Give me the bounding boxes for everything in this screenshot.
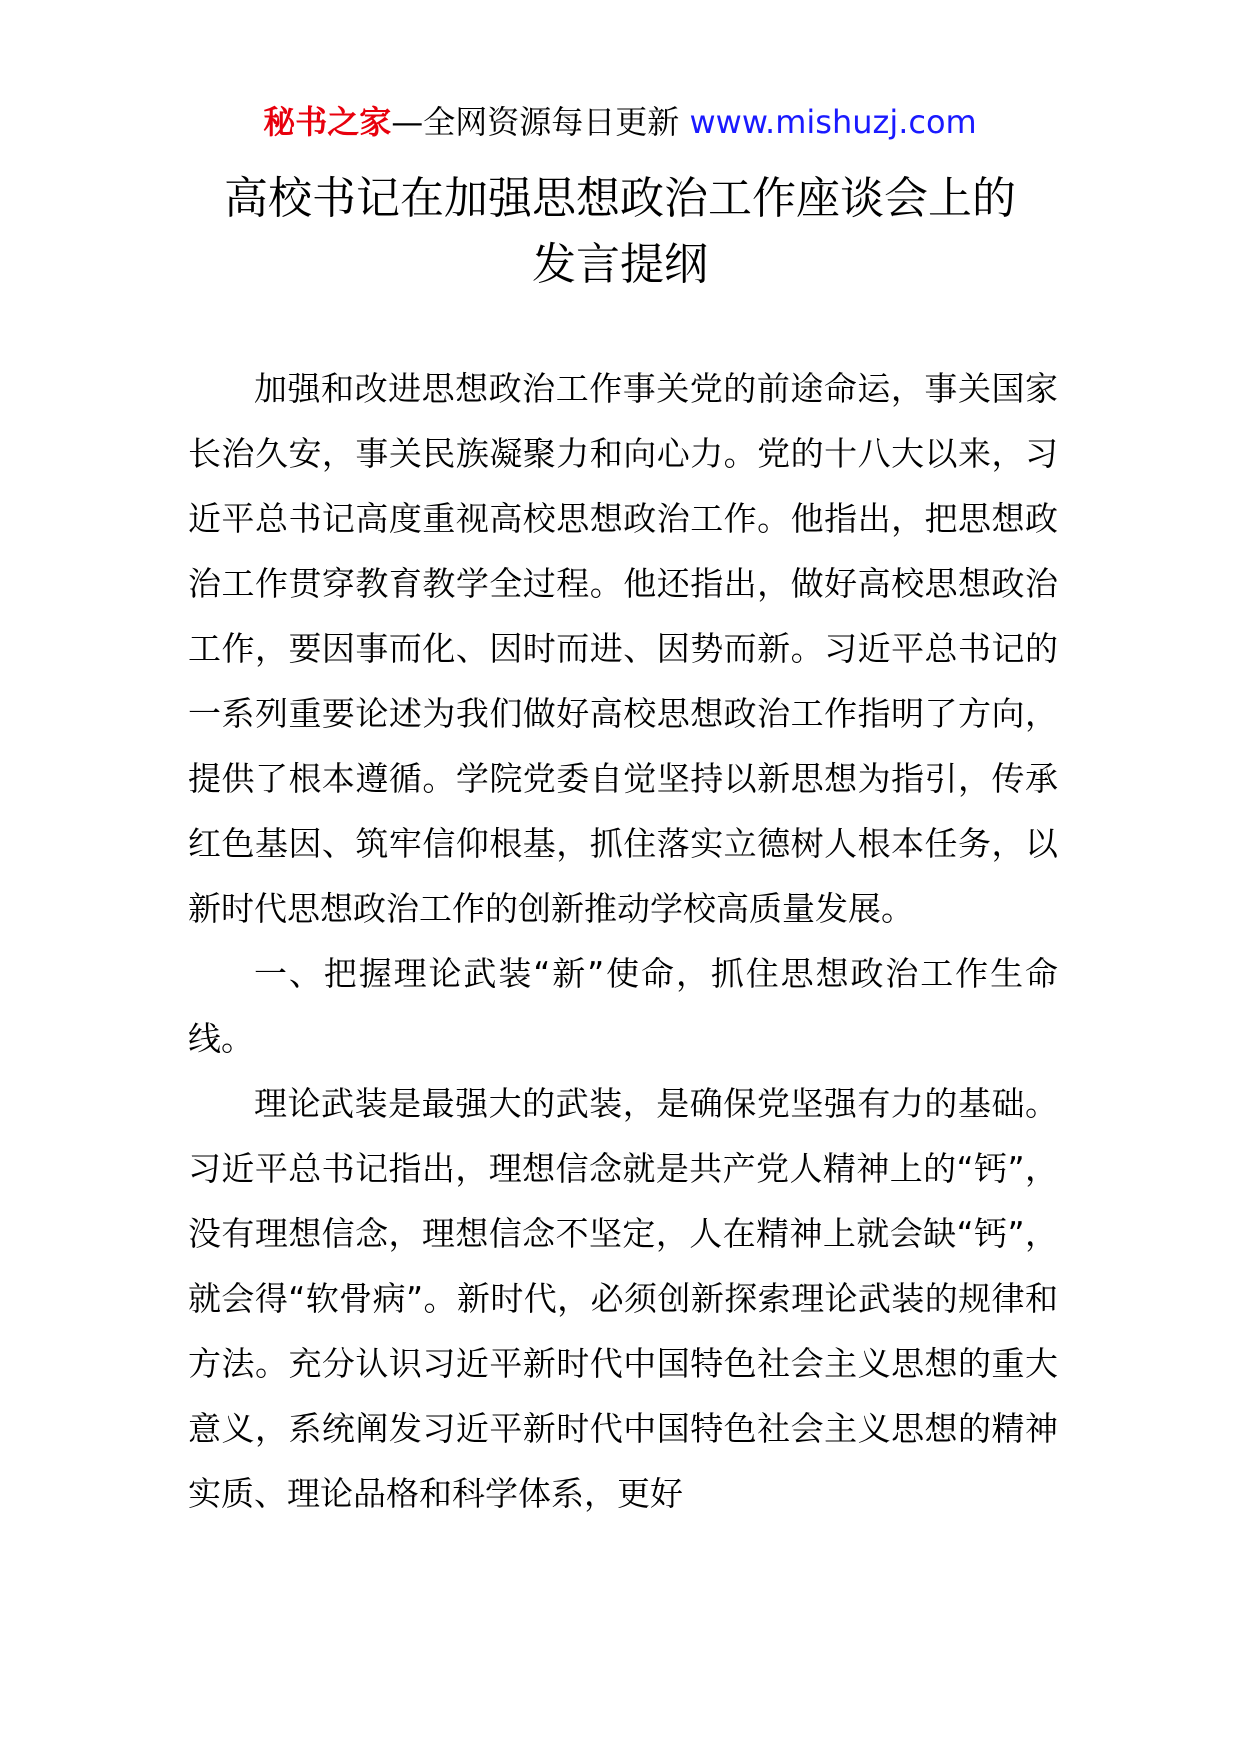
document-body <box>188 356 1058 1526</box>
paragraph-section-1: 理论武装是最强大的武装，是确保党坚强有力的基础。习近平总书记指出，理想信念就是共产党人精神上的“钙”，没有理想信念，理想信念不坚定，人在精神上就会缺“钙”，就会得“软骨病”。新时代，必须创新探索理论武装的规律和方法。充分认识习近平新时代中国特色社会主义思想的重大意义，系统阐发习近平新时代中国特色社会主义思想的精神实质、理论品格和科学体系，更好 <box>188 1084 1058 1513</box>
header-tagline: —全网资源每日更新 <box>391 103 680 141</box>
brand-name: 秘书之家 <box>263 103 392 141</box>
paragraph-intro: 加强和改进思想政治工作事关党的前途命运，事关国家长治久安，事关民族凝聚力和向心力。党的十八大以来，习近平总书记高度重视高校思想政治工作。他指出，把思想政治工作贯穿教育教学全过程。他还指出，做好高校思想政治工作，要因事而化、因时而进、因势而新。习近平总书记的一系列重要论述为我们做好高校思想政治工作指明了方向，提供了根本遵循。学院党委自觉坚持以新思想为指引，传承红色基因、筑牢信仰根基，抓住落实立德树人根本任务，以新时代思想政治工作的创新推动学校高质量发展。 <box>188 369 1058 928</box>
title-line-1: 高校书记在加强思想政治工作座谈会上的 <box>224 173 1016 224</box>
section-heading-1: 一、把握理论武装“新”使命，抓住思想政治工作生命线。 <box>188 954 1058 1058</box>
site-url-link[interactable]: www.mishuzj.com <box>689 103 977 141</box>
site-header <box>0 100 1240 144</box>
title-line-2: 发言提纲 <box>532 239 708 290</box>
document-title <box>150 166 1090 298</box>
